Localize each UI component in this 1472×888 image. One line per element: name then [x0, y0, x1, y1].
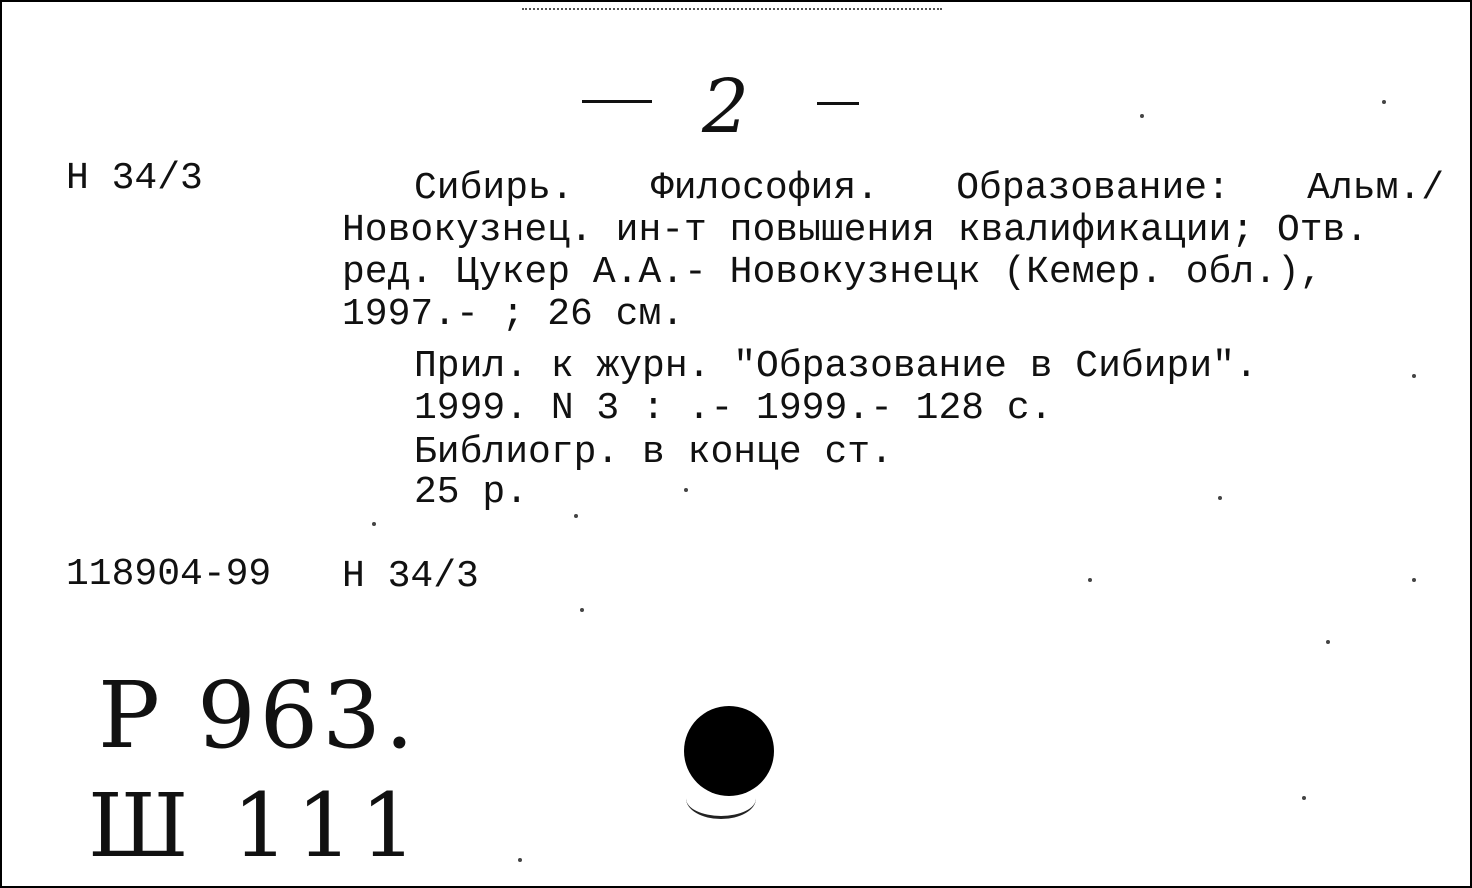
shelf-mark-top: Н 34/3	[66, 157, 203, 200]
speck	[1218, 496, 1222, 500]
note-line-3: Библиогр. в конце ст.	[414, 431, 893, 474]
page-number: 2	[702, 64, 750, 150]
speck	[1382, 100, 1386, 104]
speck	[1088, 578, 1092, 582]
page-number-left-dash	[582, 100, 652, 103]
speck	[1412, 578, 1416, 582]
note-line-4: 25 р.	[414, 471, 529, 514]
speck	[684, 488, 688, 492]
entry-line-4: 1997.- ; 26 см.	[342, 293, 685, 336]
entry-line-1: Сибирь. Философия. Образование: Альм./	[414, 167, 1444, 210]
handwritten-code-1: Р 963.	[98, 662, 418, 769]
entry-line-3: ред. Цукер А.А.- Новокузнецк (Кемер. обл.),	[342, 251, 1323, 294]
punch-hole-shadow	[686, 778, 756, 819]
page-number-right-dash	[817, 102, 859, 105]
entry-line-2: Новокузнец. ин-т повышения квалификации; Отв.	[342, 209, 1369, 252]
handwritten-code-2: Ш 111	[88, 774, 425, 877]
speck	[1302, 796, 1306, 800]
speck	[372, 522, 376, 526]
speck	[1326, 640, 1330, 644]
scan-noise	[522, 8, 942, 12]
note-line-1: Прил. к журн. "Образование в Сибири".	[414, 345, 1258, 388]
speck	[1412, 374, 1416, 378]
accession-number: 118904-99	[66, 553, 272, 596]
note-line-2: 1999. N 3 : .- 1999.- 128 с.	[414, 387, 1053, 430]
speck	[1140, 114, 1144, 118]
speck	[580, 608, 584, 612]
shelf-mark-bottom: Н 34/3	[342, 555, 479, 598]
speck	[518, 858, 522, 862]
speck	[574, 514, 578, 518]
